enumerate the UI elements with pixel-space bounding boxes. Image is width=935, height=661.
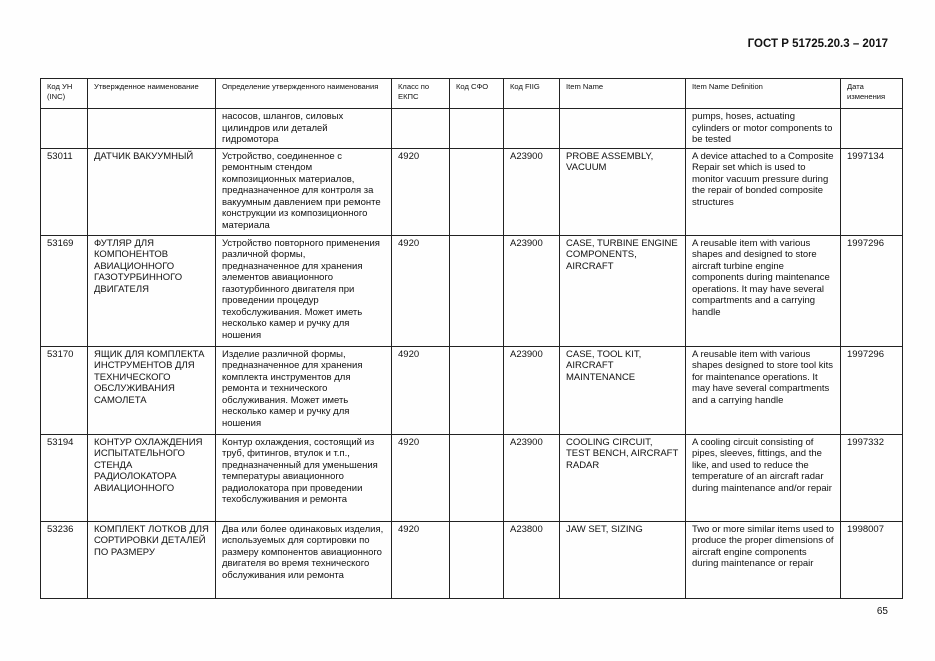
cell-inc: 53170 — [41, 346, 88, 434]
column-header-inc: Код УН (INC) — [41, 79, 88, 109]
table-row — [41, 148, 903, 235]
column-header-date: Дата изменения — [841, 79, 903, 109]
cell-item-name: CASE, TOOL KIT, AIRCRAFT MAINTENANCE — [560, 346, 686, 434]
cell-fiig: A23800 — [504, 521, 560, 598]
cell-class: 4920 — [392, 434, 450, 521]
table-header — [41, 79, 903, 109]
cell-sfo — [450, 346, 504, 434]
cell-inc: 53169 — [41, 235, 88, 346]
cell-item-definition: Two or more similar items used to produce the proper dimensions of aircraft engine components during maintenance or repair — [686, 521, 841, 598]
column-header-name: Утвержденное наименование — [88, 79, 216, 109]
cell-item-name: JAW SET, SIZING — [560, 521, 686, 598]
cell-date: 1997296 — [841, 235, 903, 346]
cell-fiig: A23900 — [504, 346, 560, 434]
cell-inc — [41, 109, 88, 149]
column-header-sfo: Код СФО — [450, 79, 504, 109]
cell-definition: Контур охлаждения, состоящий из труб, фитингов, втулок и т.п., предназначенный для уменьшения температуры авиационного радиолокатора при проведении техобслуживания и ремонта — [216, 434, 392, 521]
cell-sfo — [450, 148, 504, 235]
cell-date: 1997296 — [841, 346, 903, 434]
cell-definition: Два или более одинаковых изделия, используемых для сортировки по размеру компонентов авиационного двигателя во время технического обслуживания или ремонта — [216, 521, 392, 598]
cell-class: 4920 — [392, 148, 450, 235]
cell-fiig: A23900 — [504, 434, 560, 521]
cell-name: КОМПЛЕКТ ЛОТКОВ ДЛЯ СОРТИРОВКИ ДЕТАЛЕЙ ПО РАЗМЕРУ — [88, 521, 216, 598]
cell-date: 1997332 — [841, 434, 903, 521]
cell-item-definition: A device attached to a Composite Repair set which is used to monitor vacuum pressure during the repair of bonded composite structures — [686, 148, 841, 235]
cell-item-name — [560, 109, 686, 149]
cell-name: ЯЩИК ДЛЯ КОМПЛЕКТА ИНСТРУМЕНТОВ ДЛЯ ТЕХНИЧЕСКОГО ОБСЛУЖИВАНИЯ САМОЛЕТА — [88, 346, 216, 434]
cell-inc: 53236 — [41, 521, 88, 598]
table-row — [41, 434, 903, 521]
cell-name — [88, 109, 216, 149]
cell-item-name: CASE, TURBINE ENGINE COMPONENTS, AIRCRAFT — [560, 235, 686, 346]
cell-class: 4920 — [392, 521, 450, 598]
cell-inc: 53194 — [41, 434, 88, 521]
column-header-item-name: Item Name — [560, 79, 686, 109]
table-row — [41, 109, 903, 149]
page-number: 65 — [876, 606, 888, 617]
document-title: ГОСТ Р 51725.20.3 – 2017 — [747, 38, 888, 50]
cell-definition: Изделие различной формы, предназначенное для хранения комплекта инструментов для ремонта и технического обслуживания. Может иметь несколько камер и ручку для ношения — [216, 346, 392, 434]
cell-name: ФУТЛЯР ДЛЯ КОМПОНЕНТОВ АВИАЦИОННОГО ГАЗОТУРБИННОГО ДВИГАТЕЛЯ — [88, 235, 216, 346]
table-row — [41, 235, 903, 346]
table-row — [41, 346, 903, 434]
cell-item-name: COOLING CIRCUIT, TEST BENCH, AIRCRAFT RADAR — [560, 434, 686, 521]
cell-fiig: A23900 — [504, 148, 560, 235]
column-header-item-definition: Item Name Definition — [686, 79, 841, 109]
cell-definition: Устройство, соединенное с ремонтным стендом композиционных материалов, предназначенное для контроля за вакуумным давлением при ремонте конструкции из композиционного материала — [216, 148, 392, 235]
cell-date — [841, 109, 903, 149]
inc-table — [40, 78, 903, 599]
column-header-definition: Определение утвержденного наименования — [216, 79, 392, 109]
cell-name: КОНТУР ОХЛАЖДЕНИЯ ИСПЫТАТЕЛЬНОГО СТЕНДА РАДИОЛОКАТОРА АВИАЦИОННОГО — [88, 434, 216, 521]
cell-definition: Устройство повторного применения различной формы, предназначенное для хранения элементов авиационного газотурбинного двигателя при проведении процедур техобслуживания. Может иметь несколько камер и ручку для ношения — [216, 235, 392, 346]
table-row — [41, 521, 903, 598]
cell-sfo — [450, 109, 504, 149]
cell-date: 1998007 — [841, 521, 903, 598]
cell-item-definition: pumps, hoses, actuating cylinders or motor components to be tested — [686, 109, 841, 149]
cell-definition: насосов, шлангов, силовых цилиндров или деталей гидромотора — [216, 109, 392, 149]
cell-item-name: PROBE ASSEMBLY, VACUUM — [560, 148, 686, 235]
cell-item-definition: A reusable item with various shapes designed to store tool kits for maintenance operations. It may have several compartments and a carrying handle — [686, 346, 841, 434]
cell-inc: 53011 — [41, 148, 88, 235]
cell-class: 4920 — [392, 235, 450, 346]
cell-sfo — [450, 521, 504, 598]
cell-item-definition: A reusable item with various shapes and designed to store aircraft turbine engine components during maintenance operations. It may have several compartments and a carrying handle — [686, 235, 841, 346]
cell-sfo — [450, 235, 504, 346]
table-body — [41, 109, 903, 599]
cell-sfo — [450, 434, 504, 521]
cell-fiig — [504, 109, 560, 149]
cell-item-definition: A cooling circuit consisting of pipes, sleeves, fittings, and the like, and used to reduce the temperature of an aircraft radar during maintenance and/or repair — [686, 434, 841, 521]
column-header-class: Класс по ЕКПС — [392, 79, 450, 109]
cell-class: 4920 — [392, 346, 450, 434]
column-header-fiig: Код FIIG — [504, 79, 560, 109]
cell-fiig: A23900 — [504, 235, 560, 346]
cell-name: ДАТЧИК ВАКУУМНЫЙ — [88, 148, 216, 235]
cell-date: 1997134 — [841, 148, 903, 235]
cell-class — [392, 109, 450, 149]
